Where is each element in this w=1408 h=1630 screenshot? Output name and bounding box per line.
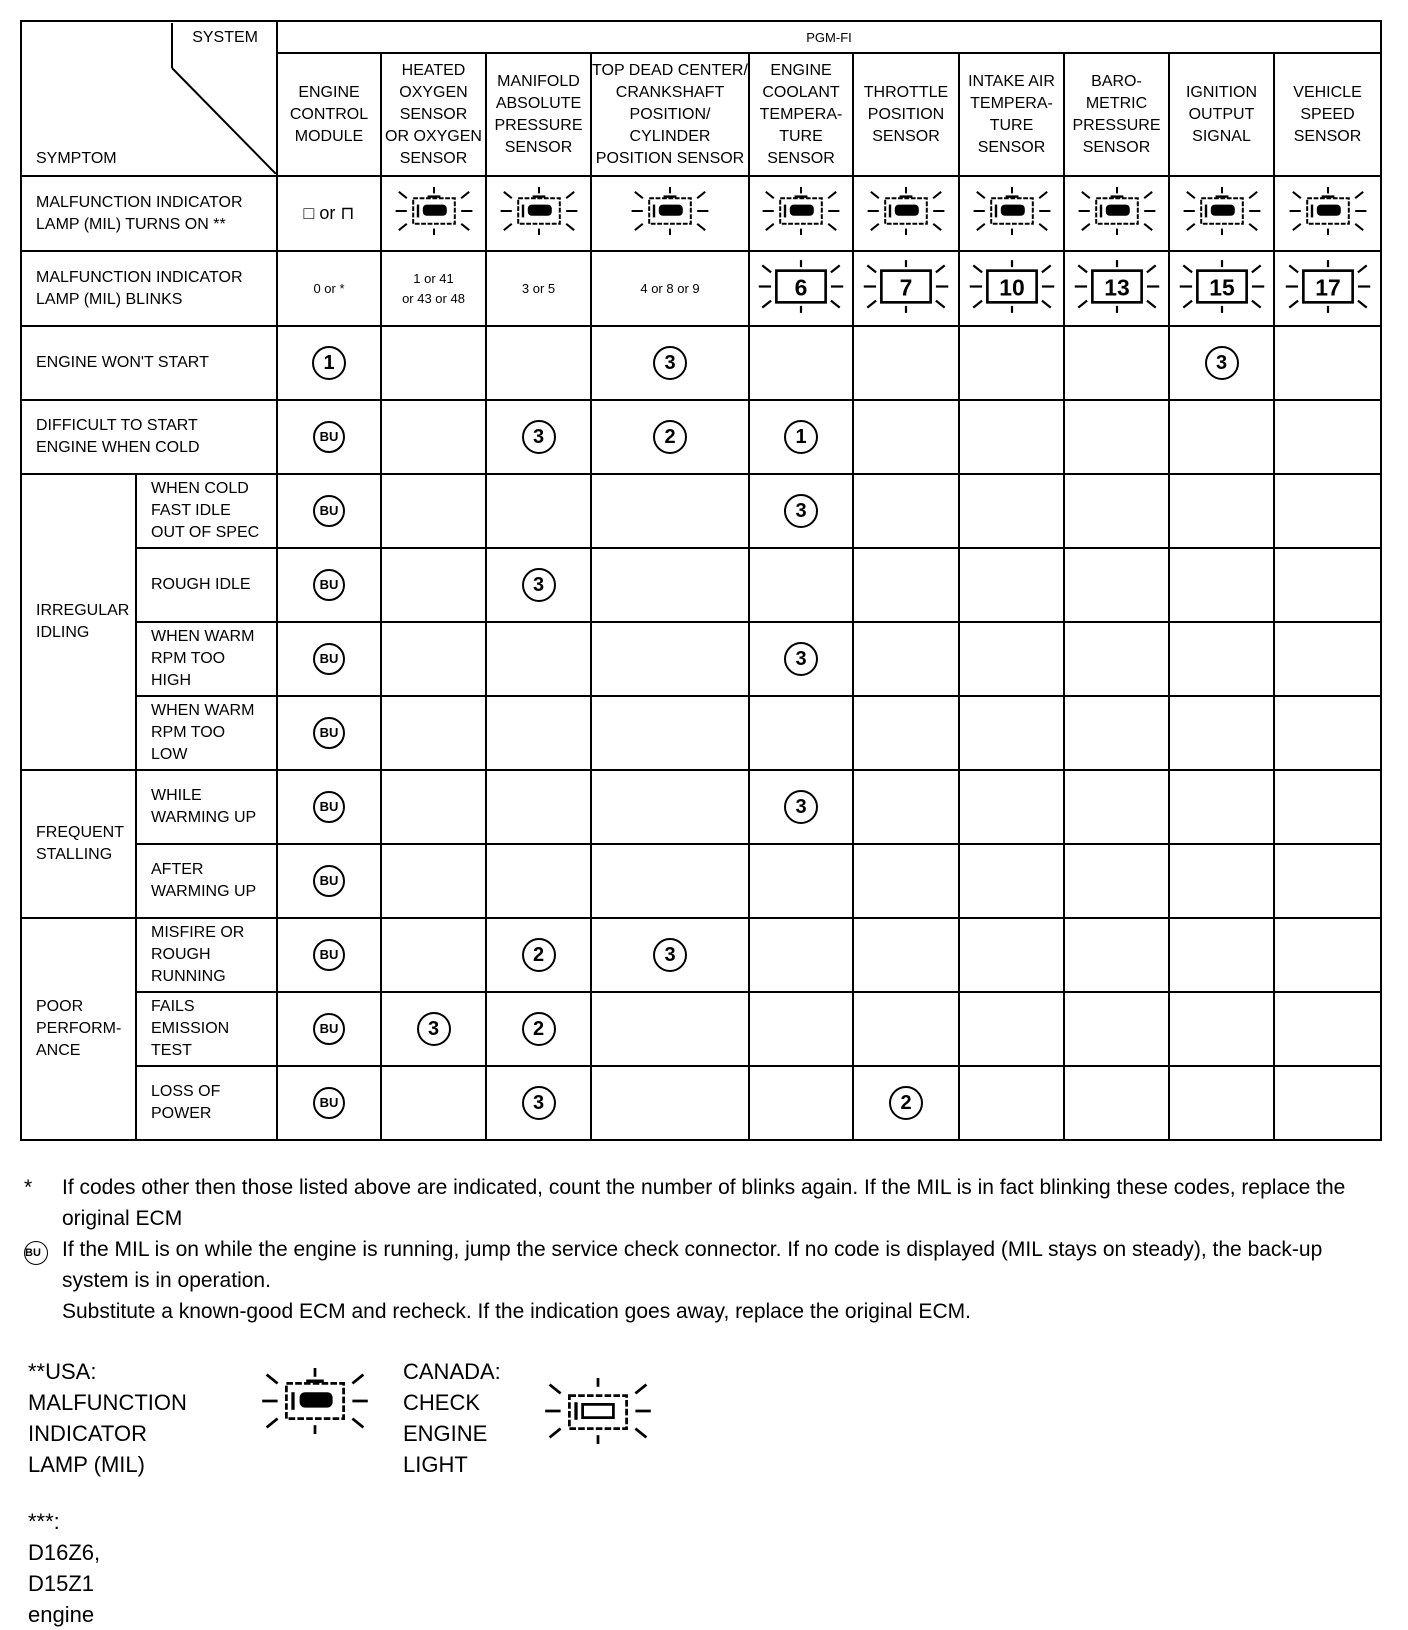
priority-cell <box>1169 918 1274 992</box>
priority-cell <box>277 770 381 844</box>
symptom-label: WHEN WARM RPM TOO LOW <box>136 696 277 770</box>
priority-cell <box>486 696 591 770</box>
priority-cell <box>277 400 381 474</box>
priority-mark: 3 <box>784 642 818 676</box>
priority-cell <box>486 844 591 918</box>
mil-lamp-icon <box>959 176 1064 251</box>
priority-cell <box>591 918 749 992</box>
note-backup: If the MIL is on while the engine is running, jump the service check connector. If no code is displayed (MIL stays on steady), the back-up system is in operation. <box>62 1238 1323 1292</box>
priority-cell <box>749 770 853 844</box>
priority-cell <box>381 770 486 844</box>
priority-mark: 3 <box>522 568 556 602</box>
priority-mark: 3 <box>522 420 556 454</box>
priority-cell <box>1064 992 1169 1066</box>
priority-cell <box>853 844 959 918</box>
priority-cell <box>486 326 591 400</box>
blink-code-lamp-10 <box>959 251 1064 326</box>
priority-cell <box>591 400 749 474</box>
symptom-label: LOSS OF POWER <box>136 1066 277 1140</box>
priority-mark: 1 <box>784 420 818 454</box>
priority-mark: 3 <box>522 1086 556 1120</box>
priority-cell <box>591 548 749 622</box>
blink-codes: 1 or 41 or 43 or 48 <box>402 270 465 306</box>
symptom-row <box>21 992 1381 1066</box>
priority-cell <box>959 400 1064 474</box>
svg-text:15: 15 <box>1208 273 1235 300</box>
backup-mark: BU <box>313 865 345 897</box>
priority-cell <box>959 326 1064 400</box>
symptom-row <box>21 696 1381 770</box>
priority-cell <box>853 1066 959 1140</box>
priority-cell <box>749 992 853 1066</box>
priority-cell <box>749 622 853 696</box>
priority-cell <box>381 918 486 992</box>
symptom-row <box>21 770 1381 844</box>
priority-cell <box>381 622 486 696</box>
priority-cell <box>277 844 381 918</box>
mil-blinks-row <box>21 251 1381 326</box>
priority-cell <box>486 992 591 1066</box>
priority-cell <box>1169 844 1274 918</box>
symptom-label: ENGINE WON'T START <box>21 326 277 400</box>
header-row <box>21 21 1381 53</box>
svg-text:17: 17 <box>1314 273 1341 300</box>
priority-cell <box>959 622 1064 696</box>
symptom-label: DIFFICULT TO START ENGINE WHEN COLD <box>21 400 277 474</box>
symptom-row <box>21 622 1381 696</box>
legend-engines: ***: D16Z6, D15Z1 engine <box>28 1509 101 1627</box>
priority-cell <box>486 770 591 844</box>
backup-mark: BU <box>313 1087 345 1119</box>
priority-cell <box>959 1066 1064 1140</box>
priority-cell <box>1064 474 1169 548</box>
blink-codes: 3 or 5 <box>521 280 556 296</box>
priority-cell <box>749 548 853 622</box>
priority-cell <box>1064 548 1169 622</box>
svg-text:6: 6 <box>794 273 808 300</box>
mil-lamp-icon <box>853 176 959 251</box>
priority-cell <box>381 326 486 400</box>
priority-cell <box>1064 622 1169 696</box>
priority-cell <box>959 992 1064 1066</box>
priority-cell <box>1064 400 1169 474</box>
priority-cell <box>1274 1066 1381 1140</box>
blink-code-cell <box>486 251 591 326</box>
column-header: THROTTLE POSITION SENSOR <box>853 53 959 176</box>
priority-cell <box>853 400 959 474</box>
blink-code-lamp-15 <box>1169 251 1274 326</box>
priority-cell <box>853 474 959 548</box>
priority-mark: 3 <box>653 346 687 380</box>
priority-cell <box>277 474 381 548</box>
blink-code-cell <box>277 251 381 326</box>
priority-cell <box>381 548 486 622</box>
priority-cell <box>1169 992 1274 1066</box>
blink-code-lamp-7 <box>853 251 959 326</box>
priority-cell <box>1064 918 1169 992</box>
priority-mark: 3 <box>784 494 818 528</box>
priority-cell <box>853 622 959 696</box>
priority-cell <box>591 1066 749 1140</box>
column-header: MANIFOLD ABSOLUTE PRESSURE SENSOR <box>486 53 591 176</box>
priority-cell <box>1274 474 1381 548</box>
backup-mark: BU <box>313 717 345 749</box>
column-header: ENGINE COOLANT TEMPERA- TURE SENSOR <box>749 53 853 176</box>
priority-cell <box>1169 474 1274 548</box>
mil-lamp-icon <box>486 176 591 251</box>
priority-cell <box>381 696 486 770</box>
mil-lamp-icon <box>1064 176 1169 251</box>
priority-cell <box>749 326 853 400</box>
priority-cell <box>1274 770 1381 844</box>
priority-cell <box>486 548 591 622</box>
priority-cell <box>853 992 959 1066</box>
priority-cell <box>959 474 1064 548</box>
priority-cell <box>749 696 853 770</box>
priority-cell <box>277 696 381 770</box>
system-group-header: PGM-FI <box>277 21 1381 53</box>
blink-code-lamp-6 <box>749 251 853 326</box>
priority-cell <box>959 770 1064 844</box>
mil-lamp-icon <box>381 176 486 251</box>
asterisk-mark: * <box>24 1176 33 1199</box>
priority-mark: 3 <box>784 790 818 824</box>
priority-cell <box>959 696 1064 770</box>
backup-mark: BU <box>313 791 345 823</box>
priority-cell <box>749 474 853 548</box>
backup-mark: BU <box>313 1013 345 1045</box>
column-header: INTAKE AIR TEMPERA- TURE SENSOR <box>959 53 1064 176</box>
priority-cell <box>591 474 749 548</box>
priority-cell <box>591 844 749 918</box>
symptom-group-label: FREQUENT STALLING <box>21 770 136 918</box>
mil-lamp-icon <box>1274 176 1381 251</box>
priority-cell <box>381 400 486 474</box>
priority-cell <box>1274 548 1381 622</box>
symptom-row <box>21 326 1381 400</box>
priority-cell <box>486 1066 591 1140</box>
symptom-label: MISFIRE OR ROUGH RUNNING <box>136 918 277 992</box>
priority-cell <box>853 770 959 844</box>
backup-mark: BU <box>313 569 345 601</box>
backup-mark: BU <box>313 495 345 527</box>
check-engine-light-icon <box>543 1378 653 1452</box>
priority-cell <box>1274 400 1381 474</box>
priority-mark: 3 <box>417 1012 451 1046</box>
symptom-label: WHEN WARM RPM TOO HIGH <box>136 622 277 696</box>
priority-cell <box>1169 326 1274 400</box>
priority-cell <box>381 844 486 918</box>
corner-cell <box>21 21 277 176</box>
priority-mark: 2 <box>889 1086 923 1120</box>
priority-cell <box>381 992 486 1066</box>
column-header: BARO- METRIC PRESSURE SENSOR <box>1064 53 1169 176</box>
priority-cell <box>853 918 959 992</box>
column-header: HEATED OXYGEN SENSOR OR OXYGEN SENSOR <box>381 53 486 176</box>
priority-cell <box>1169 400 1274 474</box>
priority-cell <box>1169 1066 1274 1140</box>
priority-cell <box>486 474 591 548</box>
legend-usa: **USA: MALFUNCTION INDICATOR LAMP (MIL) <box>28 1359 187 1477</box>
blink-code-cell <box>591 251 749 326</box>
priority-cell <box>959 844 1064 918</box>
priority-mark: 3 <box>1205 346 1239 380</box>
priority-cell <box>1064 770 1169 844</box>
svg-text:10: 10 <box>998 273 1025 300</box>
mil-lamp-icon <box>591 176 749 251</box>
priority-cell <box>1274 326 1381 400</box>
priority-cell <box>1274 992 1381 1066</box>
priority-cell <box>853 696 959 770</box>
priority-cell <box>1064 1066 1169 1140</box>
priority-cell <box>853 548 959 622</box>
priority-cell <box>749 400 853 474</box>
legend-canada: CANADA: CHECK ENGINE LIGHT <box>403 1359 501 1477</box>
priority-cell <box>381 1066 486 1140</box>
footnotes <box>24 1172 1384 1327</box>
priority-cell <box>1064 844 1169 918</box>
symptom-row <box>21 1066 1381 1140</box>
priority-cell <box>1064 326 1169 400</box>
priority-cell <box>1169 622 1274 696</box>
symptom-label: WHILE WARMING UP <box>136 770 277 844</box>
priority-cell <box>591 696 749 770</box>
column-header: TOP DEAD CENTER/ CRANKSHAFT POSITION/ CYLINDER POSITION SENSOR <box>591 53 749 176</box>
symptom-row <box>21 474 1381 548</box>
priority-cell <box>591 770 749 844</box>
priority-mark: 2 <box>522 1012 556 1046</box>
system-label: SYSTEM <box>192 29 258 46</box>
priority-cell <box>959 548 1064 622</box>
backup-mark: BU <box>313 939 345 971</box>
priority-cell <box>749 1066 853 1140</box>
symptom-row <box>21 844 1381 918</box>
backup-mark: BU <box>313 421 345 453</box>
note-asterisk: If codes other then those listed above are indicated, count the number of blinks again. If the MIL is in fact blinking these codes, replace the original ECM <box>62 1176 1346 1230</box>
priority-cell <box>277 992 381 1066</box>
mil-lamp-icon <box>749 176 853 251</box>
priority-mark: 1 <box>312 346 346 380</box>
blink-codes: 0 or * <box>313 280 345 296</box>
priority-cell <box>277 918 381 992</box>
symptom-label: ROUGH IDLE <box>136 548 277 622</box>
blink-code-lamp-13 <box>1064 251 1169 326</box>
blink-codes: 4 or 8 or 9 <box>640 280 700 296</box>
priority-cell <box>486 622 591 696</box>
priority-cell <box>1169 770 1274 844</box>
priority-cell <box>277 622 381 696</box>
priority-cell <box>277 326 381 400</box>
note-substitute: Substitute a known-good ECM and recheck. If the indication goes away, replace the original ECM. <box>62 1300 971 1323</box>
priority-cell <box>1169 696 1274 770</box>
priority-cell <box>591 992 749 1066</box>
symptom-label: AFTER WARMING UP <box>136 844 277 918</box>
priority-mark: 3 <box>653 938 687 972</box>
priority-cell <box>486 400 591 474</box>
symptom-group-label: POOR PERFORM- ANCE <box>21 918 136 1140</box>
priority-cell <box>1169 548 1274 622</box>
priority-cell <box>1274 918 1381 992</box>
blink-code-lamp-17 <box>1274 251 1381 326</box>
priority-cell <box>277 548 381 622</box>
mil-lamp-icon <box>260 1368 370 1442</box>
column-header: IGNITION OUTPUT SIGNAL <box>1169 53 1274 176</box>
symptom-label: SYMPTOM <box>36 150 117 167</box>
symptom-row <box>21 400 1381 474</box>
priority-cell <box>381 474 486 548</box>
priority-cell <box>277 1066 381 1140</box>
mil-on-row <box>21 176 1381 251</box>
mil-lamp-icon <box>1169 176 1274 251</box>
priority-cell <box>749 918 853 992</box>
priority-cell <box>959 918 1064 992</box>
backup-mark: BU <box>313 643 345 675</box>
priority-cell <box>1064 696 1169 770</box>
priority-cell <box>1274 622 1381 696</box>
backup-mark: BU <box>24 1241 48 1265</box>
symptom-label: WHEN COLD FAST IDLE OUT OF SPEC <box>136 474 277 548</box>
ecm-mil-cell: □ or ⊓ <box>277 176 381 251</box>
symptom-row <box>21 548 1381 622</box>
blink-code-cell <box>381 251 486 326</box>
troubleshooting-table <box>20 20 1382 1141</box>
column-header: ENGINE CONTROL MODULE <box>277 53 381 176</box>
row-label: MALFUNCTION INDICATOR LAMP (MIL) TURNS ON ** <box>21 176 277 251</box>
column-header: VEHICLE SPEED SENSOR <box>1274 53 1381 176</box>
priority-cell <box>749 844 853 918</box>
priority-cell <box>1274 844 1381 918</box>
symptom-label: FAILS EMISSION TEST <box>136 992 277 1066</box>
symptom-group-label: IRREGULAR IDLING <box>21 474 136 770</box>
priority-cell <box>1274 696 1381 770</box>
svg-text:7: 7 <box>899 273 913 300</box>
svg-text:13: 13 <box>1103 273 1130 300</box>
priority-mark: 2 <box>653 420 687 454</box>
priority-cell <box>591 622 749 696</box>
priority-cell <box>853 326 959 400</box>
row-label: MALFUNCTION INDICATOR LAMP (MIL) BLINKS <box>21 251 277 326</box>
priority-cell <box>486 918 591 992</box>
priority-cell <box>591 326 749 400</box>
priority-mark: 2 <box>522 938 556 972</box>
symptom-row <box>21 918 1381 992</box>
